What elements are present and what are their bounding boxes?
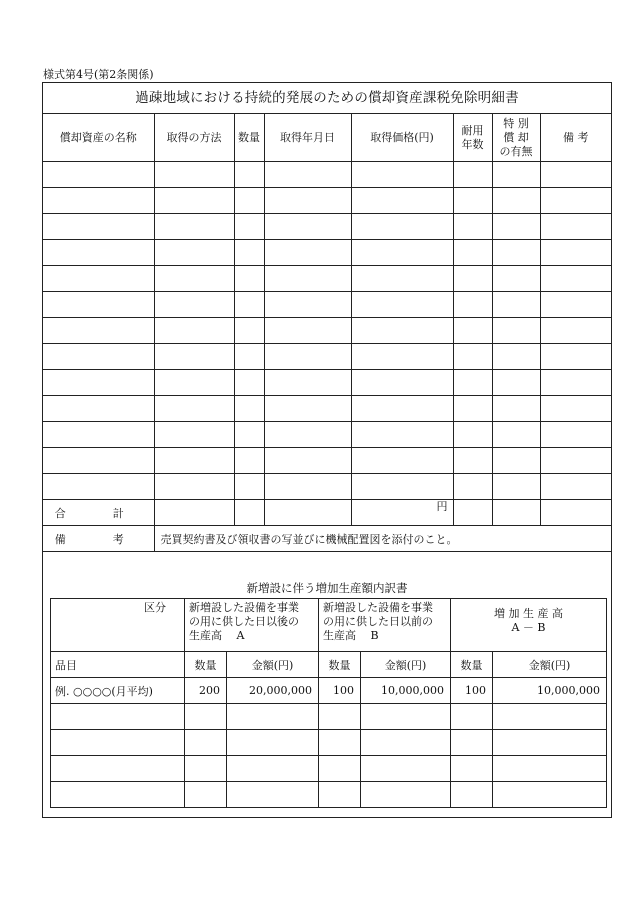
production-subheader-row (51, 652, 607, 678)
asset-cell[interactable] (492, 396, 540, 422)
asset-cell[interactable] (351, 396, 453, 422)
asset-cell[interactable] (154, 162, 234, 188)
qty-header-b: 数量 (319, 652, 361, 678)
asset-cell[interactable] (453, 370, 492, 396)
header-asset-name: 償却資産の名称 (43, 114, 154, 162)
asset-cell[interactable] (234, 240, 264, 266)
example-c-qty: 100 (451, 678, 493, 704)
header-date: 取得年月日 (264, 114, 351, 162)
total-row (43, 500, 611, 526)
asset-row (43, 292, 611, 318)
header-useful-life-line1: 耐用 (461, 123, 484, 137)
asset-cell[interactable] (540, 162, 611, 188)
asset-cell[interactable] (492, 422, 540, 448)
item-label: 品目 (51, 652, 185, 678)
asset-cell[interactable] (453, 474, 492, 500)
production-cell[interactable] (493, 782, 607, 808)
asset-cell[interactable] (492, 448, 540, 474)
col-b-line1: 新増設した設備を事業 (323, 601, 433, 614)
amount-header-a: 金額(円) (227, 652, 319, 678)
asset-cell[interactable] (264, 292, 351, 318)
asset-cell[interactable] (540, 318, 611, 344)
example-item-name: 例. ○○○○(月平均) (51, 678, 185, 704)
production-cell[interactable] (451, 756, 493, 782)
yen-unit: 円 (436, 500, 448, 513)
asset-cell[interactable] (492, 474, 540, 500)
asset-cell[interactable] (154, 448, 234, 474)
production-cell[interactable] (227, 782, 319, 808)
sub-table-title: 新増設に伴う増加生産額内訳書 (246, 581, 408, 595)
asset-cell[interactable] (43, 318, 154, 344)
production-cell[interactable] (493, 730, 607, 756)
asset-cell[interactable] (264, 448, 351, 474)
asset-cell[interactable] (154, 474, 234, 500)
asset-row (43, 240, 611, 266)
asset-cell[interactable] (264, 188, 351, 214)
asset-row (43, 344, 611, 370)
col-a-header (185, 599, 319, 652)
asset-cell[interactable] (264, 266, 351, 292)
asset-cell[interactable] (43, 422, 154, 448)
total-label: 合 計 (43, 500, 154, 526)
production-cell[interactable] (51, 756, 185, 782)
asset-cell[interactable] (264, 162, 351, 188)
total-cell[interactable] (154, 500, 234, 526)
asset-cell[interactable] (43, 474, 154, 500)
total-cell[interactable] (264, 500, 351, 526)
production-cell[interactable] (51, 704, 185, 730)
col-c-header (451, 599, 607, 652)
asset-cell[interactable] (351, 448, 453, 474)
production-cell[interactable] (319, 756, 361, 782)
header-useful-life-line2: 年数 (461, 137, 484, 151)
asset-row (43, 396, 611, 422)
asset-cell[interactable] (154, 318, 234, 344)
asset-cell[interactable] (234, 318, 264, 344)
note-label: 備 考 (43, 526, 154, 552)
asset-cell[interactable] (540, 370, 611, 396)
asset-cell[interactable] (453, 214, 492, 240)
form-number-label: 様式第4号(第2条関係) (43, 68, 154, 81)
asset-cell[interactable] (492, 266, 540, 292)
col-c-line2: A － B (511, 621, 546, 634)
header-quantity: 数量 (234, 114, 264, 162)
asset-cell[interactable] (453, 318, 492, 344)
qty-header-c: 数量 (451, 652, 493, 678)
asset-cell[interactable] (264, 318, 351, 344)
asset-cell[interactable] (264, 422, 351, 448)
asset-cell[interactable] (234, 344, 264, 370)
header-special-line3: の有無 (499, 144, 533, 158)
asset-cell[interactable] (43, 188, 154, 214)
production-cell[interactable] (185, 782, 227, 808)
production-table (50, 598, 607, 808)
asset-cell[interactable] (264, 396, 351, 422)
production-cell[interactable] (493, 756, 607, 782)
total-cell[interactable] (492, 500, 540, 526)
asset-cell[interactable] (43, 214, 154, 240)
asset-cell[interactable] (264, 474, 351, 500)
production-cell[interactable] (361, 782, 451, 808)
asset-cell[interactable] (492, 370, 540, 396)
asset-cell[interactable] (154, 344, 234, 370)
col-b-line3: 生産高 B (323, 629, 379, 642)
asset-cell[interactable] (264, 344, 351, 370)
asset-cell[interactable] (453, 448, 492, 474)
asset-cell[interactable] (540, 344, 611, 370)
asset-cell[interactable] (540, 474, 611, 500)
qty-header-a: 数量 (185, 652, 227, 678)
header-method: 取得の方法 (154, 114, 234, 162)
asset-cell[interactable] (453, 240, 492, 266)
amount-header-c: 金額(円) (493, 652, 607, 678)
asset-cell[interactable] (540, 422, 611, 448)
asset-cell[interactable] (154, 396, 234, 422)
production-cell[interactable] (185, 730, 227, 756)
asset-cell[interactable] (234, 266, 264, 292)
example-a-qty: 200 (185, 678, 227, 704)
document-frame (42, 82, 612, 818)
production-cell[interactable] (451, 730, 493, 756)
header-special-depreciation (492, 114, 540, 162)
header-remarks: 備 考 (540, 114, 611, 162)
asset-cell[interactable] (234, 214, 264, 240)
asset-row (43, 162, 611, 188)
example-a-amount: 20,000,000 (227, 678, 319, 704)
asset-cell[interactable] (540, 266, 611, 292)
asset-row (43, 370, 611, 396)
asset-cell[interactable] (492, 188, 540, 214)
asset-cell[interactable] (492, 240, 540, 266)
asset-cell[interactable] (351, 240, 453, 266)
asset-cell[interactable] (234, 448, 264, 474)
total-cell[interactable] (453, 500, 492, 526)
asset-table (43, 114, 611, 552)
asset-cell[interactable] (453, 422, 492, 448)
asset-cell[interactable] (351, 370, 453, 396)
production-cell[interactable] (51, 782, 185, 808)
asset-cell[interactable] (234, 370, 264, 396)
example-b-qty: 100 (319, 678, 361, 704)
col-a-line2: の用に供した日以後の (189, 615, 299, 628)
asset-cell[interactable] (234, 474, 264, 500)
asset-cell[interactable] (154, 214, 234, 240)
asset-cell[interactable] (492, 214, 540, 240)
asset-cell[interactable] (492, 162, 540, 188)
col-a-line1: 新増設した設備を事業 (189, 601, 299, 614)
total-cell[interactable] (540, 500, 611, 526)
asset-cell[interactable] (154, 370, 234, 396)
asset-cell[interactable] (154, 266, 234, 292)
asset-cell[interactable] (43, 448, 154, 474)
asset-cell[interactable] (540, 396, 611, 422)
col-a-line3: 生産高 A (189, 629, 245, 642)
production-cell[interactable] (185, 704, 227, 730)
asset-cell[interactable] (43, 396, 154, 422)
production-cell[interactable] (493, 704, 607, 730)
asset-cell[interactable] (540, 292, 611, 318)
asset-row (43, 474, 611, 500)
asset-cell[interactable] (351, 318, 453, 344)
production-row (51, 782, 607, 808)
asset-cell[interactable] (43, 266, 154, 292)
asset-cell[interactable] (351, 422, 453, 448)
example-b-amount: 10,000,000 (361, 678, 451, 704)
asset-cell[interactable] (43, 240, 154, 266)
asset-cell[interactable] (154, 292, 234, 318)
asset-row (43, 422, 611, 448)
asset-cell[interactable] (540, 188, 611, 214)
asset-row (43, 266, 611, 292)
asset-row (43, 318, 611, 344)
asset-cell[interactable] (234, 396, 264, 422)
header-special-line2: 償 却 (503, 130, 529, 144)
asset-cell[interactable] (351, 292, 453, 318)
note-text: 売買契約書及び領収書の写並びに機械配置図を添付のこと。 (154, 526, 611, 552)
col-b-line2: の用に供した日以前の (323, 615, 433, 628)
production-row (51, 756, 607, 782)
asset-cell[interactable] (264, 370, 351, 396)
production-cell[interactable] (451, 782, 493, 808)
production-row (51, 730, 607, 756)
production-cell[interactable] (51, 730, 185, 756)
production-cell[interactable] (361, 730, 451, 756)
header-price: 取得価格(円) (351, 114, 453, 162)
header-useful-life (453, 114, 492, 162)
asset-row (43, 188, 611, 214)
asset-table-header (43, 114, 611, 162)
asset-cell[interactable] (351, 162, 453, 188)
production-cell[interactable] (319, 704, 361, 730)
asset-cell[interactable] (154, 422, 234, 448)
asset-cell[interactable] (453, 396, 492, 422)
header-special-line1: 特 別 (503, 116, 529, 130)
asset-cell[interactable] (264, 240, 351, 266)
production-cell[interactable] (227, 756, 319, 782)
note-row (43, 526, 611, 552)
asset-cell[interactable] (351, 344, 453, 370)
asset-cell[interactable] (453, 188, 492, 214)
asset-cell[interactable] (351, 188, 453, 214)
asset-cell[interactable] (453, 162, 492, 188)
asset-cell[interactable] (540, 240, 611, 266)
total-price-cell[interactable] (351, 500, 453, 526)
asset-cell[interactable] (154, 240, 234, 266)
production-cell[interactable] (451, 704, 493, 730)
asset-cell[interactable] (492, 344, 540, 370)
production-cell[interactable] (361, 756, 451, 782)
col-c-line1: 増 加 生 産 高 (494, 607, 563, 620)
document-title: 過疎地域における持続的発展のための償却資産課税免除明細書 (43, 83, 611, 114)
asset-cell[interactable] (234, 292, 264, 318)
asset-cell[interactable] (234, 188, 264, 214)
asset-cell[interactable] (540, 214, 611, 240)
asset-row (43, 214, 611, 240)
asset-cell[interactable] (492, 292, 540, 318)
asset-cell[interactable] (43, 344, 154, 370)
asset-cell[interactable] (234, 422, 264, 448)
example-c-amount: 10,000,000 (493, 678, 607, 704)
asset-cell[interactable] (351, 474, 453, 500)
amount-header-b: 金額(円) (361, 652, 451, 678)
asset-cell[interactable] (234, 162, 264, 188)
col-b-header (319, 599, 451, 652)
total-cell[interactable] (234, 500, 264, 526)
production-cell[interactable] (319, 730, 361, 756)
kubun-label: 区分 (51, 599, 185, 652)
asset-cell[interactable] (453, 344, 492, 370)
production-row (51, 704, 607, 730)
production-cell[interactable] (227, 730, 319, 756)
asset-cell[interactable] (540, 448, 611, 474)
asset-cell[interactable] (351, 266, 453, 292)
asset-cell[interactable] (492, 318, 540, 344)
asset-cell[interactable] (43, 292, 154, 318)
asset-cell[interactable] (264, 214, 351, 240)
asset-cell[interactable] (43, 162, 154, 188)
asset-cell[interactable] (43, 370, 154, 396)
asset-cell[interactable] (453, 292, 492, 318)
asset-cell[interactable] (154, 188, 234, 214)
production-cell[interactable] (319, 782, 361, 808)
production-cell[interactable] (185, 756, 227, 782)
production-cell[interactable] (361, 704, 451, 730)
asset-row (43, 448, 611, 474)
production-header-row (51, 599, 607, 652)
example-row (51, 678, 607, 704)
production-cell[interactable] (227, 704, 319, 730)
asset-cell[interactable] (351, 214, 453, 240)
asset-cell[interactable] (453, 266, 492, 292)
